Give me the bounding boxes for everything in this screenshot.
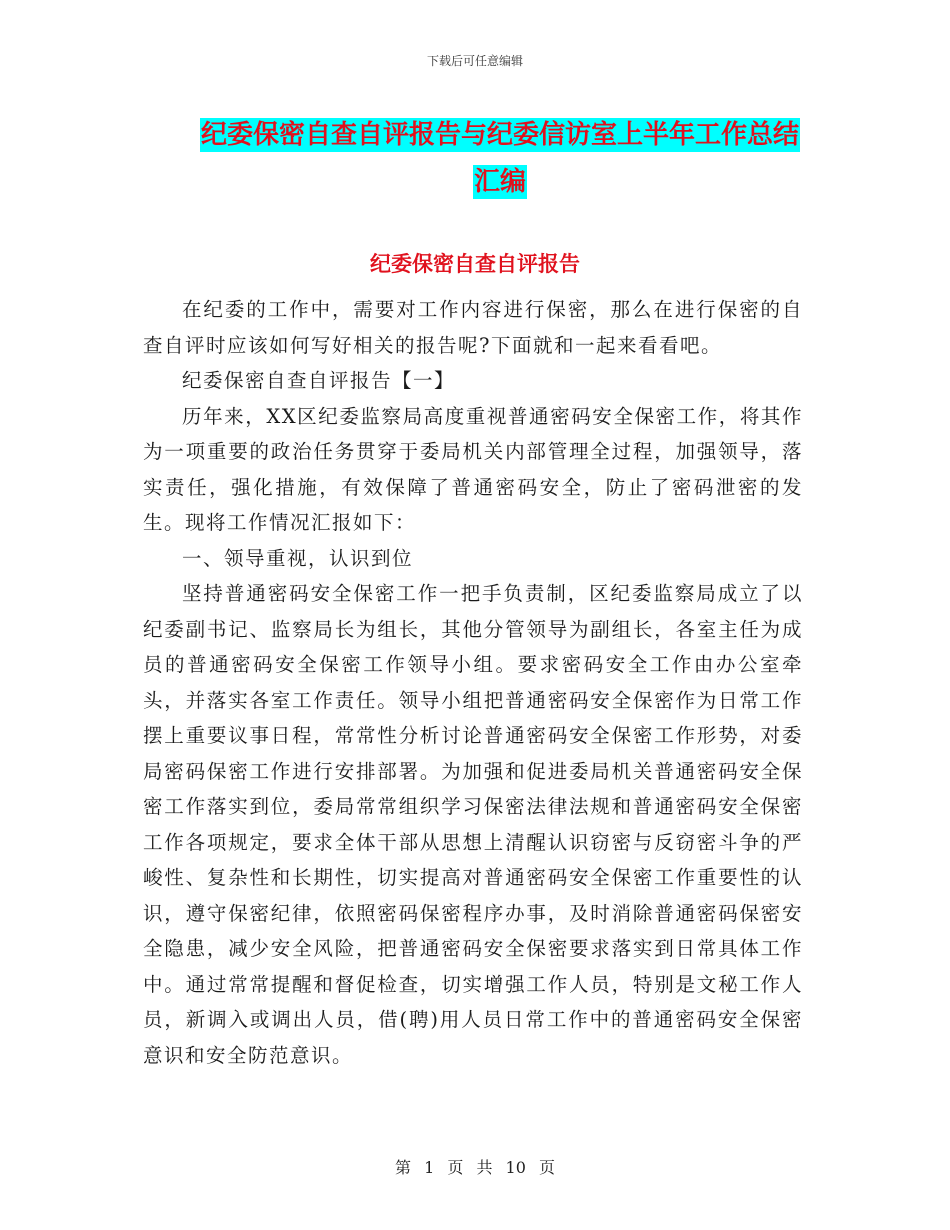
paragraph-overview: 历年来，XX区纪委监察局高度重视普通密码安全保密工作，将其作为一项重要的政治任务贯穿于委局机关内部管理全过程，加强领导，落实责任，强化措施，有效保障了普通密码安全，防止了密码泄密的发生。现将工作情况汇报如下： xyxy=(143,404,803,534)
paragraph-body-1: 坚持普通密码安全保密工作一把手负责制，区纪委监察局成立了以纪委副书记、监察局长为组长，其他分管领导为副组长，各室主任为成员的普通密码安全保密工作领导小组。要求密码安全工作由办公室牵头，并落实各室工作责任。领导小组把普通密码安全保密作为日常工作摆上重要议事日程，常常性分析讨论普通密码安全保密工作形势，对委局密码保密工作进行安排部署。为加强和促进委局机关普通密码安全保密工作落实到位，委局常常组织学习保密法律法规和普通密码安全保密工作各项规定，要求全体干部从思想上清醒认识窃密与反窃密斗争的严峻性、复杂性和长期性，切实提高对普通密码安全保密工作重要性的认识，遵守保密纪律，依照密码保密程序办事，及时消除普通密码保密安全隐患，减少安全风险，把普通密码安全保密要求落实到日常具体工作中。通过常常提醒和督促检查，切实增强工作人员，特别是文秘工作人员，新调入或调出人员，借(聘)用人员日常工作中的普通密码安全保密意识和安全防范意识。 xyxy=(143,582,803,1067)
title-line-2: 汇编 xyxy=(473,167,526,197)
section-title: 纪委保密自查自评报告 xyxy=(370,252,580,276)
paragraph-heading-1: 一、领导重视，认识到位 xyxy=(182,546,414,570)
page-footer: 第 1 页 共 10 页 xyxy=(395,1158,555,1177)
paragraph-subheading: 纪委保密自查自评报告【一】 xyxy=(182,369,456,392)
body-text xyxy=(143,292,803,1073)
header-note: 下载后可任意编辑 xyxy=(426,54,523,68)
paragraph-intro: 在纪委的工作中，需要对工作内容进行保密，那么在进行保密的自查自评时应该如何写好相关的报告呢?下面就和一起来看看吧。 xyxy=(143,298,803,357)
title-line-1: 纪委保密自查自评报告与纪委信访室上半年工作总结 xyxy=(200,120,799,150)
document-title xyxy=(190,112,810,206)
